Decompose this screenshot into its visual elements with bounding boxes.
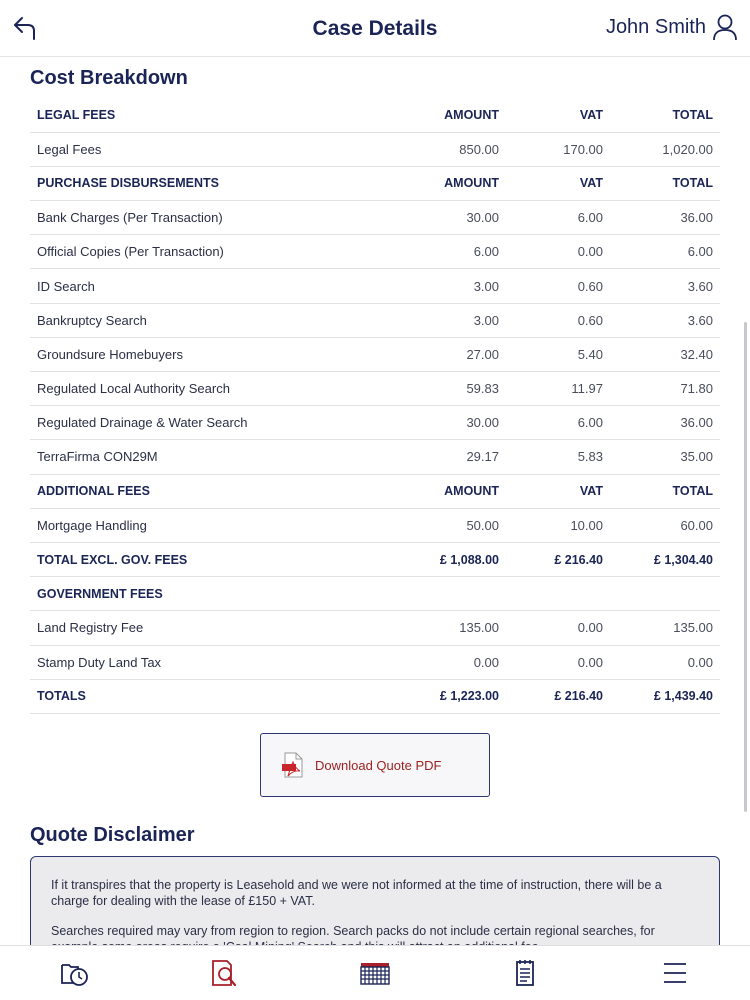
cost-amount: 27.00 xyxy=(370,337,506,371)
cost-total: 1,020.00 xyxy=(610,132,720,166)
cost-label: Mortgage Handling xyxy=(30,508,370,542)
cost-section-header xyxy=(30,166,720,200)
cost-label: Bankruptcy Search xyxy=(30,303,370,337)
quote-disclaimer-title: Quote Disclaimer xyxy=(30,824,195,846)
cost-section-header xyxy=(30,577,720,611)
disclaimer-paragraph: If it transpires that the property is Leasehold and we were not informed at the time of instruction, there will be a charge for dealing with the lease of £150 + VAT. xyxy=(51,878,662,908)
cost-label: Regulated Local Authority Search xyxy=(30,372,370,406)
cost-total: 6.00 xyxy=(610,235,720,269)
cost-label: PURCHASE DISBURSEMENTS xyxy=(30,166,370,200)
cost-item-row xyxy=(30,645,720,679)
cost-vat: 6.00 xyxy=(506,406,610,440)
cost-label: Stamp Duty Land Tax xyxy=(30,645,370,679)
cost-amount: AMOUNT xyxy=(370,98,506,132)
cost-amount: 29.17 xyxy=(370,440,506,474)
cost-total: 0.00 xyxy=(610,645,720,679)
cost-total: £ 1,304.40 xyxy=(610,542,720,576)
cost-amount: AMOUNT xyxy=(370,166,506,200)
cost-vat: 10.00 xyxy=(506,508,610,542)
cost-label: ADDITIONAL FEES xyxy=(30,474,370,508)
cost-vat: 0.00 xyxy=(506,645,610,679)
user-icon xyxy=(712,13,738,41)
cost-vat: VAT xyxy=(506,474,610,508)
cost-total: 36.00 xyxy=(610,201,720,235)
cost-label: GOVERNMENT FEES xyxy=(30,577,370,611)
cost-total-row xyxy=(30,679,720,713)
cost-total: 32.40 xyxy=(610,337,720,371)
cost-vat: 0.60 xyxy=(506,303,610,337)
user-name: John Smith xyxy=(605,15,706,38)
cost-vat xyxy=(506,577,610,611)
hamburger-menu-icon xyxy=(659,958,691,988)
download-quote-pdf-button[interactable] xyxy=(260,733,490,797)
cost-total: £ 1,439.40 xyxy=(610,679,720,713)
cost-breakdown-title: Cost Breakdown xyxy=(30,67,188,89)
cost-vat: 5.40 xyxy=(506,337,610,371)
disclaimer-paragraph: Searches required may vary from region to region. Search packs do not include certain regional searches, for xyxy=(51,924,655,938)
cost-vat: £ 216.40 xyxy=(506,542,610,576)
cost-item-row xyxy=(30,303,720,337)
cost-vat: VAT xyxy=(506,98,610,132)
cost-total: 135.00 xyxy=(610,611,720,645)
cost-amount: 3.00 xyxy=(370,269,506,303)
cost-vat: 170.00 xyxy=(506,132,610,166)
cost-amount: 850.00 xyxy=(370,132,506,166)
cost-amount: 6.00 xyxy=(370,235,506,269)
pdf-file-icon xyxy=(281,752,305,778)
cost-total: 35.00 xyxy=(610,440,720,474)
cost-breakdown-table xyxy=(30,98,720,714)
cost-amount: 135.00 xyxy=(370,611,506,645)
cost-amount: 30.00 xyxy=(370,406,506,440)
cost-amount: 3.00 xyxy=(370,303,506,337)
cost-vat: 11.97 xyxy=(506,372,610,406)
cost-section-header xyxy=(30,98,720,132)
tab-menu[interactable] xyxy=(659,958,691,988)
cost-amount: £ 1,223.00 xyxy=(370,679,506,713)
calendar-grid-icon xyxy=(359,958,391,988)
scrollbar[interactable] xyxy=(744,322,747,812)
document-search-icon xyxy=(209,958,241,988)
cost-label: Regulated Drainage & Water Search xyxy=(30,406,370,440)
cost-item-row xyxy=(30,508,720,542)
cost-item-row xyxy=(30,337,720,371)
user-profile-button[interactable] xyxy=(606,13,738,41)
cost-item-row xyxy=(30,235,720,269)
cost-total-row xyxy=(30,542,720,576)
cost-total xyxy=(610,577,720,611)
cost-item-row xyxy=(30,372,720,406)
cost-amount: £ 1,088.00 xyxy=(370,542,506,576)
cost-label: Bank Charges (Per Transaction) xyxy=(30,201,370,235)
cost-vat: 0.60 xyxy=(506,269,610,303)
cost-total: 3.60 xyxy=(610,269,720,303)
cost-total: TOTAL xyxy=(610,474,720,508)
cost-item-row xyxy=(30,201,720,235)
notepad-icon xyxy=(509,958,541,988)
cost-amount: AMOUNT xyxy=(370,474,506,508)
cost-label: Groundsure Homebuyers xyxy=(30,337,370,371)
cost-item-row xyxy=(30,269,720,303)
bottom-tab-bar xyxy=(0,945,750,1000)
cost-label: Official Copies (Per Transaction) xyxy=(30,235,370,269)
cost-vat: 0.00 xyxy=(506,611,610,645)
cost-label: TOTALS xyxy=(30,679,370,713)
cost-amount: 50.00 xyxy=(370,508,506,542)
case-details-content[interactable] xyxy=(0,57,750,945)
tab-case-timeline[interactable] xyxy=(59,958,91,988)
cost-item-row xyxy=(30,611,720,645)
cost-total: 71.80 xyxy=(610,372,720,406)
case-clock-icon xyxy=(59,958,91,988)
cost-total: 3.60 xyxy=(610,303,720,337)
tab-notes[interactable] xyxy=(509,958,541,988)
app-header xyxy=(0,0,750,57)
download-quote-pdf-label: Download Quote PDF xyxy=(315,757,442,773)
cost-amount: 59.83 xyxy=(370,372,506,406)
cost-amount: 0.00 xyxy=(370,645,506,679)
cost-vat: 5.83 xyxy=(506,440,610,474)
page-title: Case Details xyxy=(312,17,438,40)
cost-total: 36.00 xyxy=(610,406,720,440)
cost-vat: 6.00 xyxy=(506,201,610,235)
cost-section-header xyxy=(30,474,720,508)
cost-item-row xyxy=(30,132,720,166)
cost-amount xyxy=(370,577,506,611)
tab-calendar[interactable] xyxy=(359,958,391,988)
cost-label: TOTAL EXCL. GOV. FEES xyxy=(30,542,370,576)
cost-total: TOTAL xyxy=(610,98,720,132)
cost-label: LEGAL FEES xyxy=(30,98,370,132)
cost-label: Land Registry Fee xyxy=(30,611,370,645)
cost-total: 60.00 xyxy=(610,508,720,542)
cost-label: ID Search xyxy=(30,269,370,303)
cost-item-row xyxy=(30,406,720,440)
cost-vat: VAT xyxy=(506,166,610,200)
tab-search[interactable] xyxy=(209,958,241,988)
cost-vat: 0.00 xyxy=(506,235,610,269)
cost-vat: £ 216.40 xyxy=(506,679,610,713)
cost-item-row xyxy=(30,440,720,474)
cost-label: Legal Fees xyxy=(30,132,370,166)
cost-total: TOTAL xyxy=(610,166,720,200)
cost-amount: 30.00 xyxy=(370,201,506,235)
cost-label: TerraFirma CON29M xyxy=(30,440,370,474)
